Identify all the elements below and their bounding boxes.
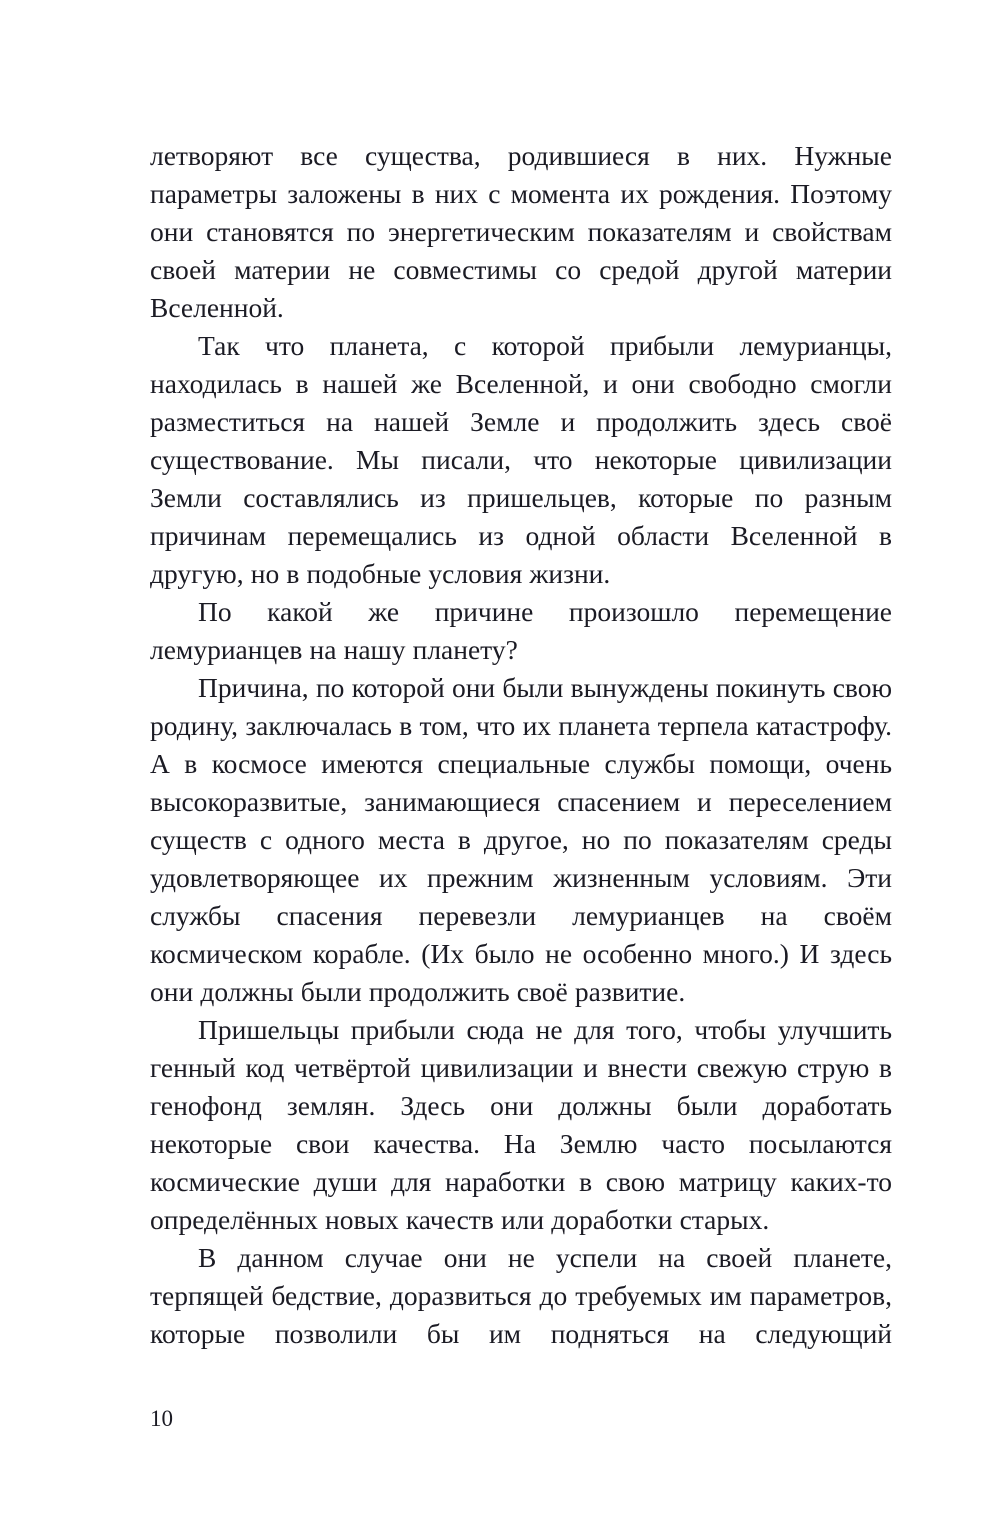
page-number: 10 — [150, 1406, 173, 1431]
paragraph-6: В данном случае они не успели на своей планете, терпящей бедствие, доразвиться до требуемых им параметров, которые позволили бы им подняться на следующий — [150, 1242, 892, 1349]
page-text-block — [150, 137, 892, 1353]
paragraph-4: Причина, по которой они были вынуждены покинуть свою родину, заключалась в том, что их планета терпела катастрофу. А в космосе имеются специальные службы помощи, очень высокоразвитые, занимающиеся спасением и переселением существ с одного места в другое, но по показателям среды удовлетворяющее их прежним жизненным условиям. Эти службы спасения перевезли лемурианцев на своём космическом корабле. (Их было не особенно много.) И здесь они должны были продолжить своё развитие. — [150, 672, 892, 1007]
paragraph-2: Так что планета, с которой прибыли лемурианцы, находилась в нашей же Вселенной, и они свободно смогли разместиться на нашей Земле и продолжить здесь своё существование. Мы писали, что некоторые цивилизации Земли составлялись из пришельцев, которые по разным причинам перемещались из одной области Вселенной в другую, но в подобные условия жизни. — [150, 330, 892, 589]
paragraph-1: летворяют все существа, родившиеся в них. Нужные параметры заложены в них с момента их рождения. Поэтому они становятся по энергетическим показателям и свойствам своей материи не совместимы со средой другой материи Вселенной. — [150, 140, 892, 323]
paragraph-3: По какой же причине произошло перемещение лемурианцев на нашу планету? — [150, 596, 892, 665]
paragraph-5: Пришельцы прибыли сюда не для того, чтобы улучшить генный код четвёртой цивилизации и внести свежую струю в генофонд землян. Здесь они должны были доработать некоторые свои качества. На Землю часто посылаются космические души для наработки в свою матрицу каких-то определённых новых качеств или доработки старых. — [150, 1014, 892, 1235]
